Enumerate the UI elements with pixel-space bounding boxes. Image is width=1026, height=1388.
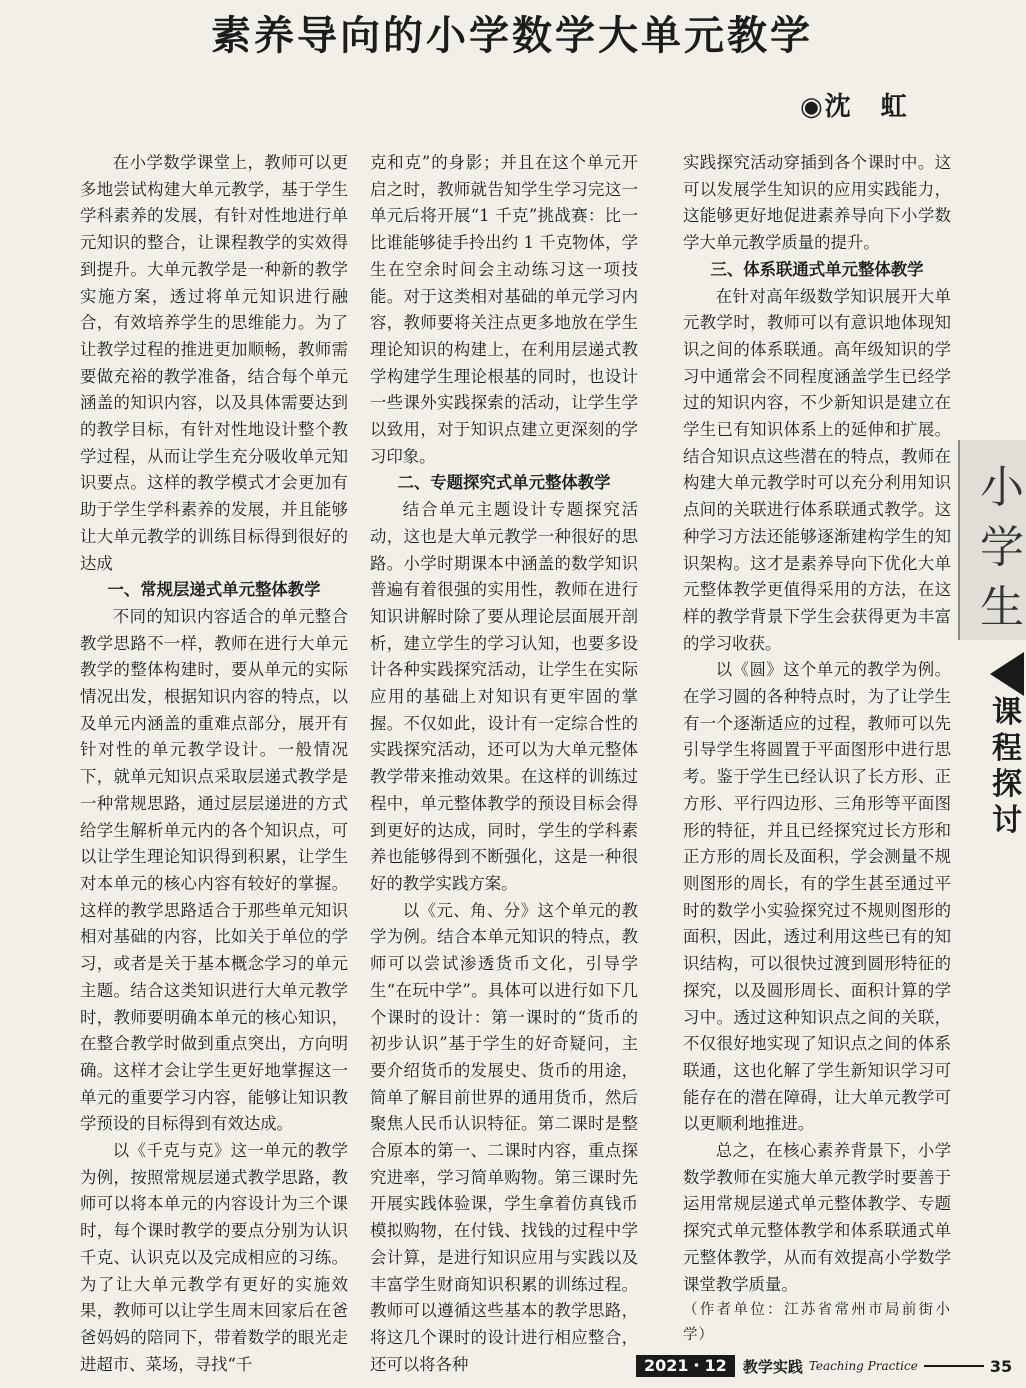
section-heading: 二、专题探究式单元整体教学 — [397, 473, 611, 493]
section-heading: 一、常规层递式单元整体教学 — [107, 580, 321, 600]
author-affiliation: （作者单位：江苏省常州市局前街小学） — [683, 1302, 951, 1344]
body-paragraph: 以《元、角、分》这个单元的教学为例。结合本单元知识的特点，教师可以尝试渗透货币文化，引导学生“在玩中学”。具体可以进行如下几个课时的设计：第一课时的“货币的初步认识”基于学生的好奇疑问，主要介绍货币的发展史、货币的用途，简单了解目前世界的通用货币，然后聚焦人民币认识特征。第二课时是整合原本的第一、二课时内容，重点探究进率，学习简单购物。第三课时先开展实践体验课，学生拿着仿真钱币模拟购物，在付钱、找钱的过程中学会计算，是进行知识应用与实践以及丰富学生财商知识积累的训练过程。教师可以遵循这些基本的教学思路，将这几个课时的设计进行相应整合，还可以将各种 — [370, 900, 638, 1374]
article-title: 素养导向的小学数学大单元教学 — [211, 13, 813, 59]
side-tab-char-3: 生 — [980, 582, 1024, 633]
body-paragraph: 结合单元主题设计专题探究活动，这也是大单元教学一种很好的思路。小学时期课本中涵盖的数学知识普遍有着很强的实用性，教师在进行知识讲解时除了要从理论层面展开剖析，建立学生的学习认知，也要多设计各种实践探究活动，让学生在实际应用的基础上对知识有更牢固的掌握。不仅如此，设计有一定综合性的实践探究活动，还可以为大单元整体教学带来推动效果。在这样的训练过程中，单元整体教学的预设目标会得到更好的达成，同时，学生的学科素养也能够得到不断强化，这是一种很好的教学实践方案。 — [370, 500, 638, 893]
section-heading: 三、体系联通式单元整体教学 — [710, 259, 924, 279]
journal-name: 教学实践 — [742, 1357, 803, 1376]
body-paragraph: 总之，在核心素养背景下，小学数学教师在实施大单元教学时要善于运用常规层递式单元整体教学、专题探究式单元整体教学和体系联通式单元整体教学，从而有效提高小学数学课堂教学质量。 — [683, 1141, 951, 1294]
page-footer — [636, 1354, 1012, 1378]
section-label-char: 课 — [992, 695, 1022, 730]
body-paragraph: 克和克”的身影；并且在这个单元开启之时，教师就告知学生学习完这一单元后将开展“1 千克”挑战赛：比一比谁能够徒手拎出约 1 千克物体，学生在空余时间会主动练习这一项技能。对于这类相对基础的单元学习内容，教师要将关注点更多地放在学生理论知识的构建上，在利用层递式教学构建学生理论根基的同时，也设计一些课外实践探索的活动，让学生学以致用，对于知识点建立更深刻的学习印象。 — [370, 153, 638, 466]
footer-rule — [924, 1365, 984, 1367]
page-number: 35 — [989, 1356, 1013, 1376]
section-label-char: 探 — [992, 767, 1022, 802]
body-paragraph: 在针对高年级数学知识展开大单元教学时，教师可以有意识地体现知识之间的体系联通。高年级知识的学习中通常会不同程度涵盖学生已经学过的知识内容，不少新知识是建立在学生已有知识体系上的延伸和扩展。结合知识点这些潜在的特点，教师在构建大单元教学时可以充分利用知识点间的关联进行体系联通式教学。这种学习方法还能够逐渐建构学生的知识架构。这才是素养导向下优化大单元整体教学更值得采用的方法，在这样的教学背景下学生会获得更为丰富的学习收获。 — [683, 286, 951, 653]
body-paragraph: 实践探究活动穿插到各个课时中。这可以发展学生知识的应用实践能力，这能够更好地促进素养导向下小学数学大单元教学质量的提升。 — [683, 153, 951, 253]
section-label — [990, 695, 1024, 839]
text-column-2 — [370, 150, 638, 1374]
text-column-1 — [80, 150, 348, 1374]
body-paragraph: 以《千克与克》这一单元的教学为例，按照常规层递式教学思路，教师可以将本单元的内容设计为三个课时，每个课时教学的要点分别为认识千克、认识克以及完成相应的习练。为了让大单元教学有更好的实施效果，教师可以让学生周末回家后在爸爸妈妈的陪同下，带着数学的眼光走进超市、菜场，寻找“千 — [80, 1141, 348, 1374]
body-paragraph: 以《圆》这个单元的教学为例。在学习圆的各种特点时，为了让学生有一个逐渐适应的过程，教师可以先引导学生将圆置于平面图形中进行思考。鉴于学生已经认识了长方形、正方形、平行四边形、三角形等平面图形的特征，并且已经探究过长方形和正方形的周长及面积，学会测量不规则图形的周长，有的学生甚至通过平时的数学小实验探究过不规则图形的面积，因此，透过利用这些已有的知识结构，可以很快过渡到圆形特征的探究，以及圆形周长、面积计算的学习中。透过这种知识点之间的关联，不仅很好地实现了知识点之间的体系联通，这也化解了学生新知识学习可能存在的潜在障碍，让大单元教学可以更顺利地推进。 — [683, 660, 951, 1134]
body-paragraph: 不同的知识内容适合的单元整合教学思路不一样，教师在进行大单元教学的整体构建时，要从单元的实际情况出发，根据知识内容的特点，以及单元内涵盖的重难点部分，展开有针对性的单元教学设计。一般情况下，就单元知识点采取层递式教学是一种常规思路，通过层层递进的方式给学生解析单元内的各个知识点，可以让学生理论知识得到积累，让学生对本单元的核心内容有较好的掌握。这样的教学思路适合于那些单元知识相对基础的内容，比如关于单位的学习，或者是关于基本概念学习的单元主题。结合这类知识进行大单元教学时，教师要明确本单元的核心知识，在整合教学时做到重点突出，方向明确。这样才会让学生更好地掌握这一单元的重要学习内容，能够让知识教学预设的目标得到有效达成。 — [80, 606, 348, 1134]
triangle-marker-icon — [990, 652, 1024, 696]
body-paragraph: 在小学数学课堂上，教师可以更多地尝试构建大单元教学，基于学生学科素养的发展，有针对性地进行单元知识的整合，让课程教学的实效得到提升。大单元教学是一种新的教学实施方案，透过将单元知识进行融合，有效培养学生的思维能力。为了让教学过程的推进更加顺畅，教师需要做充裕的教学准备，结合每个单元涵盖的知识内容，以及具体需要达到的教学目标，有针对性地设计整个教学过程，从而让学生充分吸收单元知识要点。这样的教学模式才会更加有助于学生学科素养的发展，并且能够让大单元教学的训练目标得到很好的达成 — [80, 153, 348, 573]
section-label-char: 讨 — [992, 803, 1022, 838]
journal-name-en: Teaching Practice — [808, 1359, 918, 1373]
side-tab-char-1: 小 — [980, 462, 1024, 513]
side-tab-char-2: 学 — [980, 522, 1024, 573]
issue-badge: 2021・12 — [636, 1355, 735, 1377]
text-column-3 — [683, 150, 951, 1350]
section-label-char: 程 — [992, 731, 1022, 766]
article-author: ◉沈 虹 — [800, 92, 909, 122]
